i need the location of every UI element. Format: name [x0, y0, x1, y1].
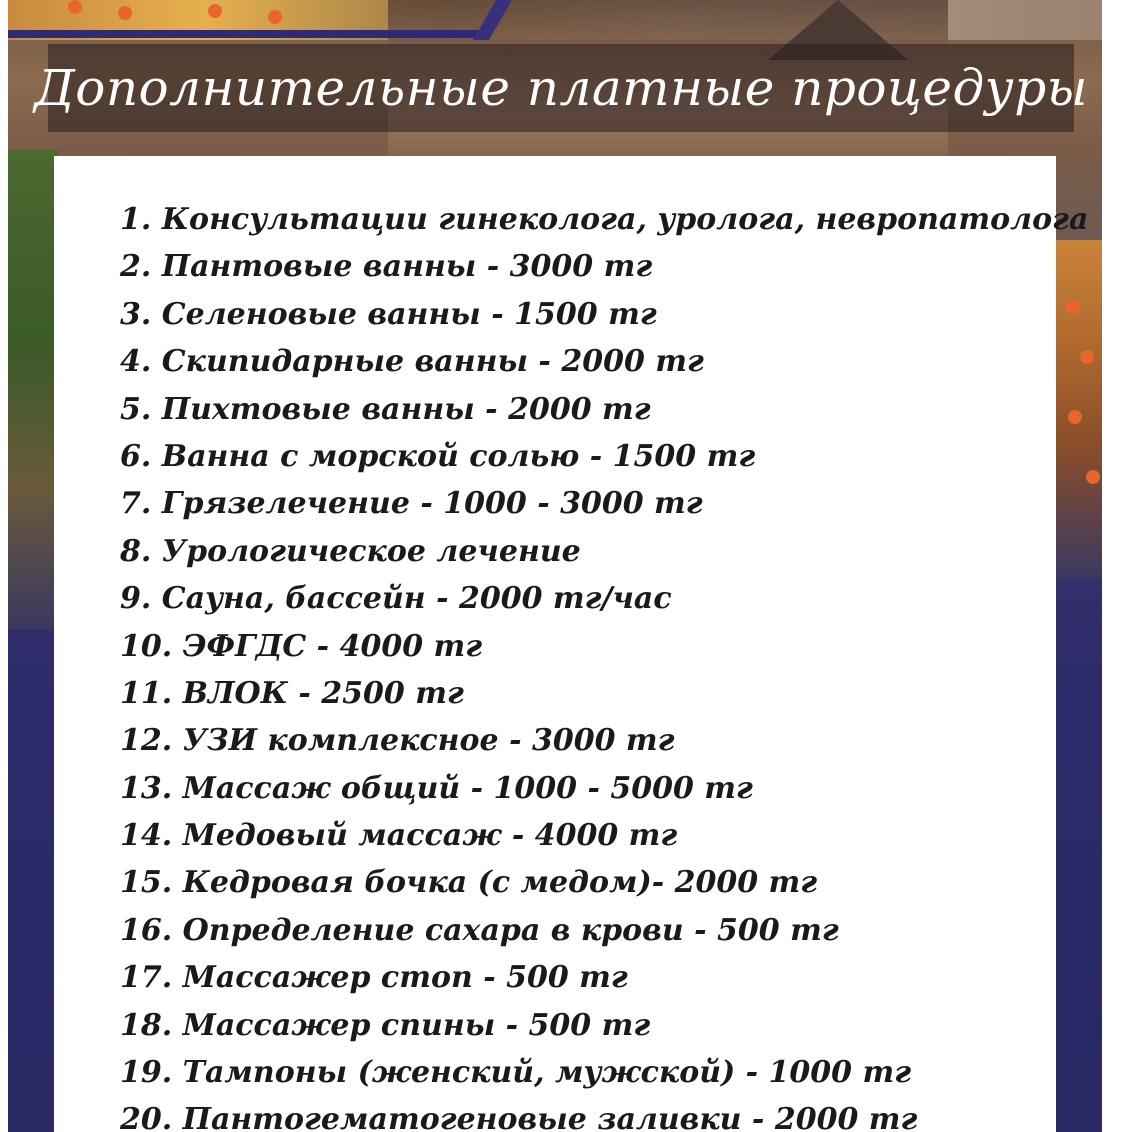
list-item: 15. Кедровая бочка (с медом)- 2000 тг — [120, 865, 818, 901]
list-item: 19. Тампоны (женский, мужской) - 1000 тг — [120, 1055, 912, 1091]
list-item: 9. Сауна, бассейн - 2000 тг/час — [120, 581, 672, 617]
list-item: 2. Пантовые ванны - 3000 тг — [120, 249, 653, 285]
title-banner — [34, 44, 1088, 132]
frame-top-stripe — [8, 30, 478, 38]
list-item: 17. Массажер стоп - 500 тг — [120, 960, 628, 996]
list-item: 18. Массажер спины - 500 тг — [120, 1007, 651, 1043]
procedure-list — [120, 196, 1088, 1132]
list-item: 12. УЗИ комплексное - 3000 тг — [120, 723, 675, 759]
frame-diagonal-stripe — [440, 0, 540, 40]
page-title: Дополнительные платные процедуры — [34, 59, 1088, 117]
list-item: 6. Ванна с морской солью - 1500 тг — [120, 438, 756, 474]
list-item: 20. Пантогематогеновые заливки - 2000 тг — [120, 1102, 918, 1132]
plants-left — [8, 150, 58, 630]
list-item: 4. Скипидарные ванны - 2000 тг — [120, 344, 704, 380]
list-item: 5. Пихтовые ванны - 2000 тг — [120, 391, 651, 427]
list-item: 13. Массаж общий - 1000 - 5000 тг — [120, 770, 753, 806]
list-item: 16. Определение сахара в крови - 500 тг — [120, 912, 839, 948]
list-item: 7. Грязелечение - 1000 - 3000 тг — [120, 486, 703, 522]
list-item: 8. Урологическое лечение — [120, 533, 581, 569]
list-item: 11. ВЛОК - 2500 тг — [120, 675, 464, 711]
list-item: 3. Селеновые ванны - 1500 тг — [120, 296, 657, 332]
list-item: 1. Консультации гинеколога, уролога, невропатолога — [120, 202, 1089, 237]
list-item: 10. ЭФГДС - 4000 тг — [120, 628, 483, 664]
list-item: 14. Медовый массаж - 4000 тг — [120, 818, 678, 854]
